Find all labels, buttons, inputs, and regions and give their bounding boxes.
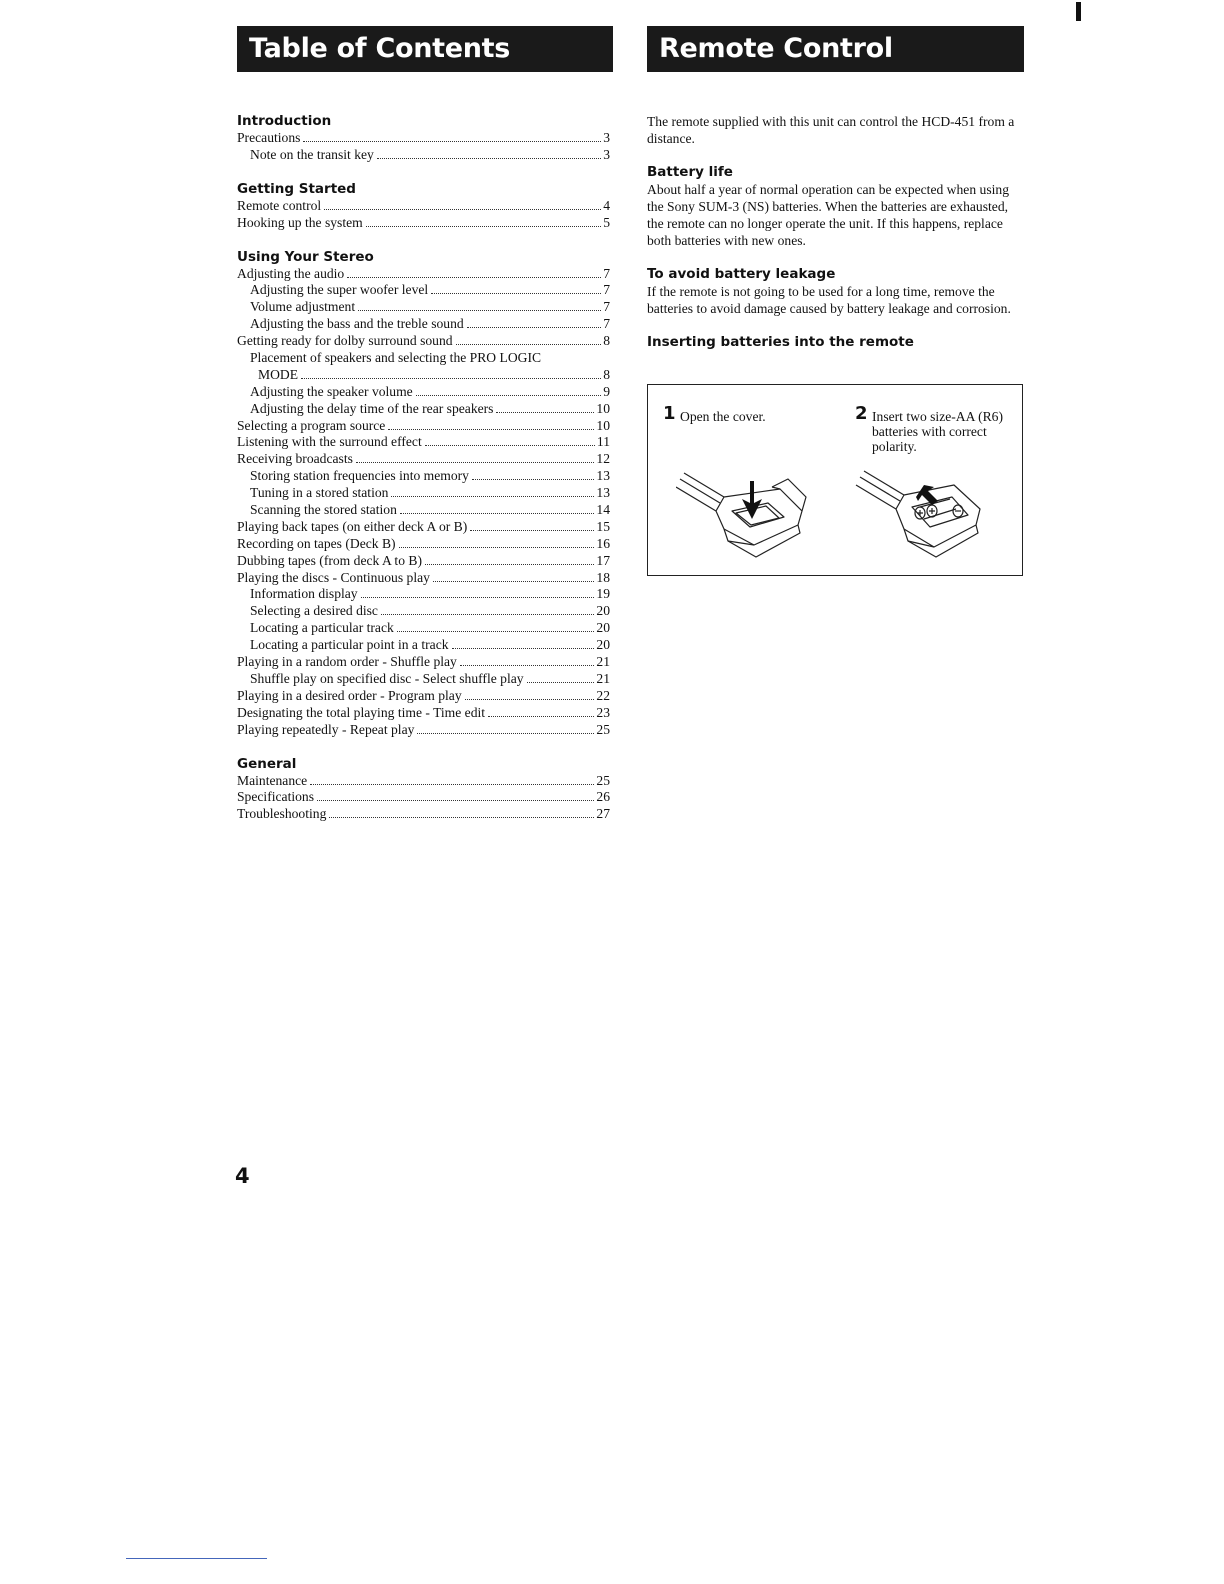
toc-entry <box>237 705 610 722</box>
toc-leader-dots <box>433 581 594 582</box>
toc-leader-dots <box>470 530 594 531</box>
toc-leader-dots <box>456 344 602 345</box>
toc-entry-label: Selecting a desired disc <box>250 603 378 619</box>
toc-leader-dots <box>467 327 602 328</box>
toc-entry-label: Scanning the stored station <box>250 502 397 518</box>
toc-section-heading: Using Your Stereo <box>237 248 374 265</box>
toc-entry <box>237 722 610 739</box>
toc-entry-label: Placement of speakers and selecting the PRO LOGIC <box>250 350 542 366</box>
toc-entry <box>237 536 610 553</box>
toc-leader-dots <box>381 614 594 615</box>
toc-entry-label: Information display <box>250 586 358 602</box>
toc-leader-dots <box>358 310 601 311</box>
toc-leader-dots <box>388 429 594 430</box>
remote-cover-open-illustration <box>676 467 826 562</box>
toc-entry-label: Playing in a random order - Shuffle play <box>237 654 457 670</box>
toc-entry-label: Shuffle play on specified disc - Select shuffle play <box>250 670 524 686</box>
toc-leader-dots <box>400 513 595 514</box>
leakage-text: If the remote is not going to be used for a long time, remove the batteries to avoid damage caused by battery leakage and corrosion. <box>647 284 1011 316</box>
toc-entry <box>237 401 610 418</box>
toc-page-number: 26 <box>596 789 610 805</box>
step-text: Open the cover. <box>680 409 766 424</box>
toc-entry-label: Volume adjustment <box>250 299 356 315</box>
toc-page-number: 19 <box>596 586 610 602</box>
toc-entry <box>237 654 610 671</box>
toc-entry-label: Selecting a program source <box>237 417 386 433</box>
toc-entry-label: Getting ready for dolby surround sound <box>237 333 453 349</box>
toc-page-number: 27 <box>596 806 610 822</box>
toc-entry-label: Playing in a desired order - Program play <box>237 687 462 703</box>
toc-leader-dots <box>397 631 595 632</box>
toc-entry <box>237 620 610 637</box>
toc-entry-label: Troubleshooting <box>237 806 327 822</box>
toc-page-number: 18 <box>596 569 610 585</box>
battery-life-heading: Battery life <box>647 164 733 180</box>
toc-page-number: 9 <box>603 383 610 399</box>
toc-leader-dots <box>361 597 595 598</box>
toc-leader-dots <box>527 682 595 683</box>
toc-page-number: 21 <box>596 670 610 686</box>
toc-leader-dots <box>366 226 601 227</box>
toc-entry-label: Locating a particular track <box>250 620 394 636</box>
toc-page-number: 7 <box>603 299 610 315</box>
toc-page-number: 3 <box>603 130 610 145</box>
toc-entry-label: Adjusting the super woofer level <box>250 282 429 298</box>
toc-entry <box>237 418 610 435</box>
toc-leader-dots <box>417 733 594 734</box>
toc-leader-dots <box>399 547 595 548</box>
remote-control-section <box>647 113 1023 351</box>
battery-steps-box <box>647 384 1023 576</box>
remote-battery-insert-illustration <box>854 467 994 562</box>
toc-entry-label: Hooking up the system <box>237 214 363 230</box>
toc-entry-label: Recording on tapes (Deck B) <box>237 535 396 551</box>
toc-leader-dots <box>488 716 594 717</box>
toc-page-number: 17 <box>596 552 610 568</box>
toc-entry <box>237 806 610 823</box>
toc-entry-label: Note on the transit key <box>250 146 374 162</box>
toc-entry <box>237 502 610 519</box>
toc-page-number: 25 <box>596 772 610 788</box>
toc-entry <box>237 215 610 232</box>
toc-leader-dots <box>425 445 595 446</box>
toc-page-number: 13 <box>596 485 610 501</box>
toc-entry <box>237 266 610 283</box>
toc-leader-dots <box>425 564 594 565</box>
toc-entry-label: Adjusting the delay time of the rear speakers <box>250 400 494 416</box>
step-1 <box>663 403 833 424</box>
toc-entry <box>237 586 610 603</box>
toc-page-number: 7 <box>603 265 610 281</box>
toc-entry-label: Listening with the surround effect <box>237 434 422 450</box>
toc-page-number: 21 <box>596 654 610 670</box>
toc-page-number: 20 <box>596 637 610 653</box>
toc-page-number: 11 <box>596 434 610 450</box>
toc-entry <box>237 282 610 299</box>
toc-page-number: 10 <box>596 417 610 433</box>
toc-entry <box>237 519 610 536</box>
toc-entry <box>237 789 610 806</box>
toc-entry-label: Remote control <box>237 197 322 213</box>
toc-leader-dots <box>391 496 594 497</box>
toc-entry <box>237 316 610 333</box>
toc-leader-dots <box>465 699 595 700</box>
toc-entry-label: Adjusting the audio <box>237 265 345 281</box>
toc-page-number: 4 <box>603 197 610 213</box>
step-text: Insert two size-AA (R6) batteries with correct polarity. <box>872 409 1003 454</box>
footer-rule <box>126 1558 267 1559</box>
toc-page-number: 7 <box>603 282 610 298</box>
toc-page-number: 3 <box>603 146 610 162</box>
toc-entry <box>237 570 610 587</box>
toc-leader-dots <box>460 665 595 666</box>
toc-entry <box>237 451 610 468</box>
toc-leader-dots <box>329 817 594 818</box>
toc-entry-label: Playing repeatedly - Repeat play <box>237 721 415 737</box>
toc-entry-label: Designating the total playing time - Time edit <box>237 704 486 720</box>
toc-leader-dots <box>324 209 601 210</box>
toc-page-number: 22 <box>596 687 610 703</box>
toc-page-number: 13 <box>596 468 610 484</box>
toc-page-number: 5 <box>603 214 610 230</box>
toc-entry-label: MODE <box>258 366 299 382</box>
toc-leader-dots <box>317 800 594 801</box>
toc-entry <box>237 350 610 367</box>
remote-intro: The remote supplied with this unit can control the HCD-451 from a distance. <box>647 114 1015 146</box>
toc-page-number: 23 <box>596 704 610 720</box>
toc-entry <box>237 299 610 316</box>
toc-leader-dots <box>301 378 601 379</box>
battery-life-text: About half a year of normal operation can be expected when using the Sony SUM-3 (NS) batteries. When the batteries are exhausted, the remote can no longer operate the unit. If this happens, replace both batteries with new ones. <box>647 182 1009 248</box>
toc-entry-label: Dubbing tapes (from deck A to B) <box>237 552 422 568</box>
toc-entry <box>237 367 610 384</box>
toc-entry <box>237 671 610 688</box>
toc-entry-label: Receiving broadcasts <box>237 451 353 467</box>
toc-entry-label: Storing station frequencies into memory <box>250 468 469 484</box>
toc-entry-label: Playing back tapes (on either deck A or B) <box>237 518 468 534</box>
step-number: 1 <box>663 403 676 424</box>
toc-section-heading: Introduction <box>237 113 332 129</box>
toc-entry <box>237 603 610 620</box>
inserting-heading: Inserting batteries into the remote <box>647 334 914 350</box>
toc-page-number: 20 <box>596 620 610 636</box>
toc-page-number: 25 <box>596 721 610 737</box>
toc-banner: Table of Contents <box>237 26 613 72</box>
toc-leader-dots <box>356 462 595 463</box>
toc-leader-dots <box>472 479 594 480</box>
toc-entry <box>237 773 610 790</box>
leakage-heading: To avoid battery leakage <box>647 266 836 282</box>
toc-entry <box>237 468 610 485</box>
toc-leader-dots <box>347 277 601 278</box>
toc-entry <box>237 485 610 502</box>
toc-entry-label: Adjusting the speaker volume <box>250 383 413 399</box>
toc-leader-dots <box>496 412 594 413</box>
toc-leader-dots <box>416 395 601 396</box>
toc-entry <box>237 333 610 350</box>
toc-entry-label: Locating a particular point in a track <box>250 637 449 653</box>
toc-leader-dots <box>452 648 595 649</box>
toc-page-number: 8 <box>603 333 610 349</box>
toc-leader-dots <box>431 293 601 294</box>
toc-page-number: 15 <box>596 518 610 534</box>
page-number: 4 <box>235 1164 250 1188</box>
toc-entry <box>237 384 610 401</box>
toc-page-number: 16 <box>596 535 610 551</box>
step-number: 2 <box>855 403 868 424</box>
toc-entry-label: Tuning in a stored station <box>250 485 389 501</box>
toc-page-number: 14 <box>596 502 610 518</box>
toc-section-heading: Getting Started <box>237 180 356 197</box>
toc-entry <box>237 198 610 215</box>
toc-entry <box>237 553 610 570</box>
toc-entry-label: Specifications <box>237 789 315 805</box>
toc-leader-dots <box>310 784 594 785</box>
toc-entry-label: Playing the discs - Continuous play <box>237 569 430 585</box>
toc-page-number: 12 <box>596 451 610 467</box>
toc-leader-dots <box>377 158 601 159</box>
remote-control-banner: Remote Control <box>647 26 1024 72</box>
toc-entry-label: Maintenance <box>237 772 308 788</box>
edge-mark <box>1076 2 1081 21</box>
toc-page-number: 8 <box>603 366 610 382</box>
toc-page-number: 20 <box>596 603 610 619</box>
toc-section-heading: General <box>237 755 297 772</box>
toc-page-number: 10 <box>596 400 610 416</box>
toc-entry <box>237 434 610 451</box>
toc-page-number: 7 <box>603 316 610 332</box>
table-of-contents <box>237 113 610 823</box>
toc-entry <box>237 130 610 147</box>
toc-entry-label: Precautions <box>237 130 301 145</box>
toc-entry <box>237 147 610 164</box>
toc-entry <box>237 637 610 654</box>
toc-entry-label: Adjusting the bass and the treble sound <box>250 316 464 332</box>
toc-leader-dots <box>303 141 601 142</box>
step-2 <box>855 403 1020 454</box>
toc-entry <box>237 688 610 705</box>
